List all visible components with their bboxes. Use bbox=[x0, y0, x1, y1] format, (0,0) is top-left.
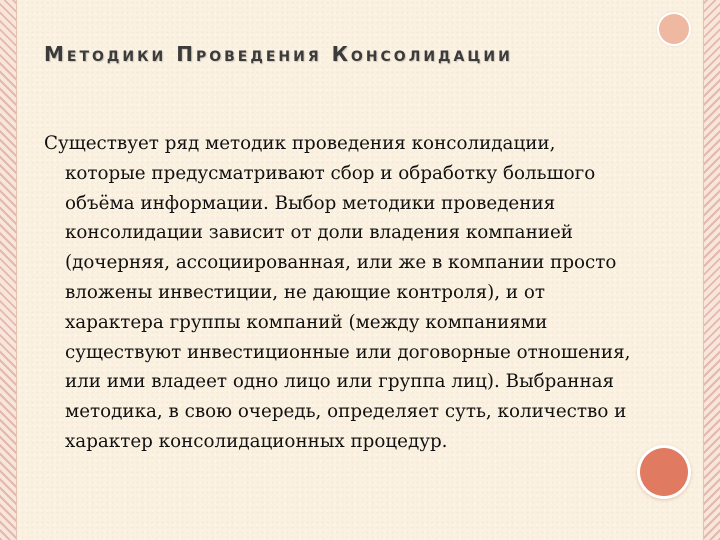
decorative-circle bbox=[640, 448, 688, 496]
decorative-circle-small bbox=[659, 14, 689, 44]
right-border-stripe bbox=[704, 0, 720, 540]
left-border-stripe bbox=[0, 0, 16, 540]
slide-title: Методики Проведения Консолидации bbox=[44, 42, 513, 66]
slide-body-text: Существует ряд методик проведения консолидации, которые предусматривают сбор и обработку большого объёма информации. Выбор методики проведения консолидации зависит от доли владения компанией (дочерняя, ассоциированная, или же в компании просто вложены инвестиции, не дающие контроля), и от характера группы компаний (между компаниями существуют инвестиционные или договорные отношения, или ими владеет одно лицо или группа лиц). Выбранная методика, в свою очередь, определяет суть, количество и характер консолидационных процедур. bbox=[44, 133, 631, 452]
